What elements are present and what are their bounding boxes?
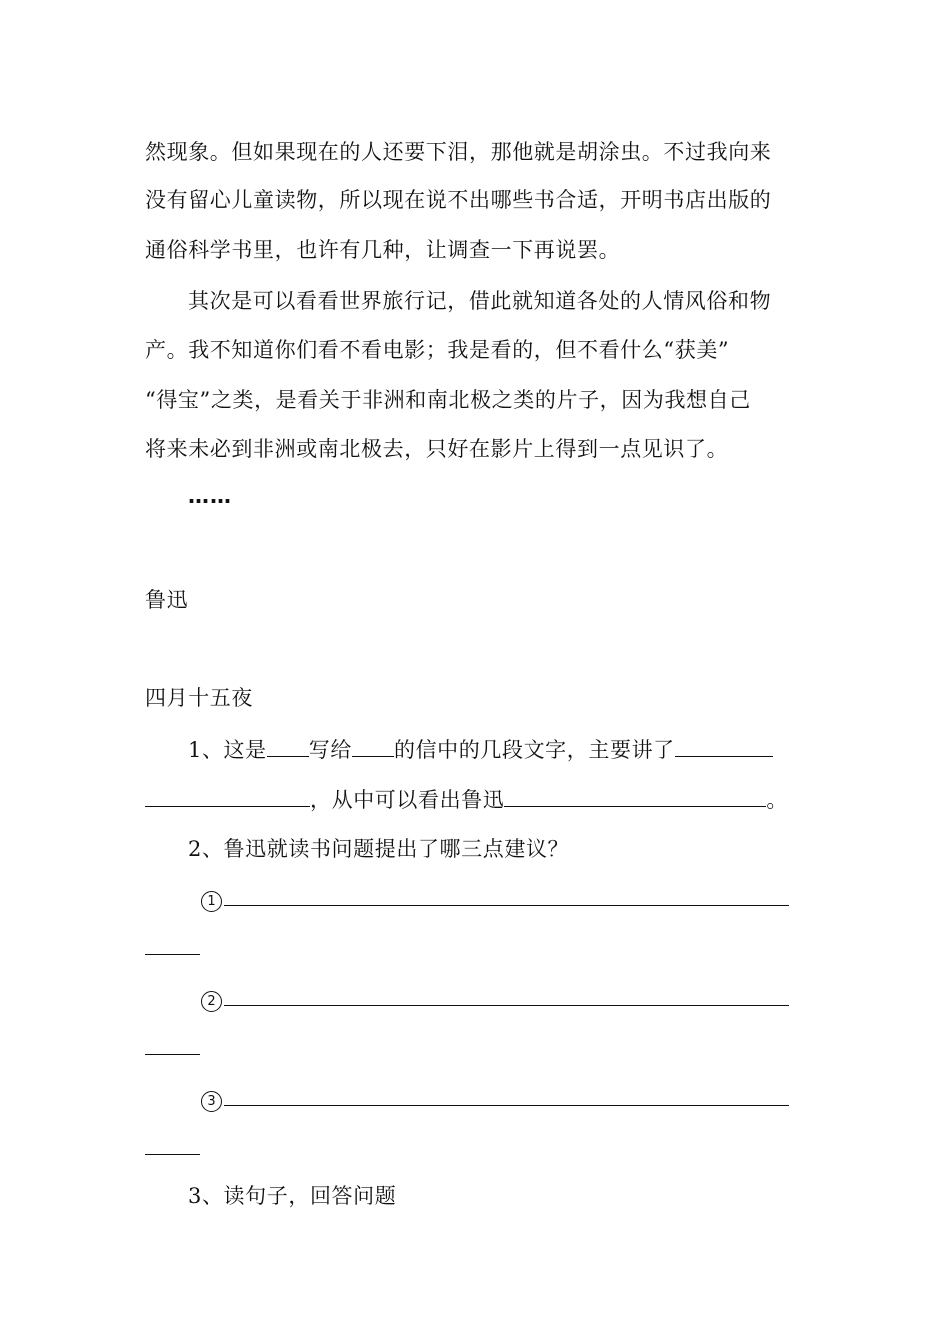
question-1-text: 。 [766, 788, 789, 812]
answer-blank[interactable] [224, 983, 789, 1006]
answer-line-1 [201, 883, 801, 913]
question-1-text: 写给 [308, 738, 352, 762]
passage-line: 其次是可以看看世界旅行记，借此就知道各处的人情风俗和物 [188, 289, 772, 313]
answer-blank[interactable] [224, 883, 789, 906]
answer-line-2 [201, 983, 801, 1013]
circled-number-3: 3 [201, 1091, 222, 1112]
question-1-line-1 [188, 734, 810, 764]
passage-line: 将来未必到非洲或南北极去，只好在影片上得到一点见识了。 [145, 437, 729, 461]
answer-blank[interactable] [224, 1083, 789, 1106]
circled-number-1: 1 [201, 891, 222, 912]
passage-line: 产。我不知道你们看不看电影；我是看的，但不看什么“获美” [145, 338, 730, 362]
answer-blank[interactable] [145, 1032, 200, 1055]
answer-blank[interactable] [352, 734, 394, 757]
answer-line-2-continued [145, 1032, 810, 1062]
letter-date: 四月十五夜 [145, 686, 253, 710]
answer-line-3-continued [145, 1132, 810, 1162]
question-1-text: 1、这是 [188, 738, 267, 762]
answer-blank[interactable] [145, 1132, 200, 1155]
question-1-text: ，从中可以看出鲁迅 [310, 788, 505, 812]
passage-line: 然现象。但如果现在的人还要下泪，那他就是胡涂虫。不过我向来 [145, 140, 772, 164]
question-3-prompt: 3、读句子，回答问题 [188, 1184, 397, 1208]
answer-blank[interactable] [675, 734, 773, 757]
passage-line: “得宝”之类，是看关于非洲和南北极之类的片子，因为我想自己 [145, 388, 751, 412]
circled-number-2: 2 [201, 991, 222, 1012]
question-1-line-2 [145, 784, 810, 814]
answer-blank[interactable] [267, 734, 309, 757]
ellipsis: …… [188, 484, 232, 508]
passage-line: 没有留心儿童读物，所以现在说不出哪些书合适，开明书店出版的 [145, 188, 772, 212]
letter-signature: 鲁迅 [145, 588, 189, 612]
passage-line: 通俗科学书里，也许有几种，让调查一下再说罢。 [145, 238, 621, 262]
answer-blank[interactable] [504, 784, 766, 807]
answer-blank[interactable] [145, 784, 310, 807]
answer-blank[interactable] [145, 932, 200, 955]
question-1-text: 的信中的几段文字，主要讲了 [393, 738, 675, 762]
answer-line-3 [201, 1083, 801, 1113]
question-2-prompt: 2、鲁迅就读书问题提出了哪三点建议？ [188, 837, 570, 861]
answer-line-1-continued [145, 932, 810, 962]
